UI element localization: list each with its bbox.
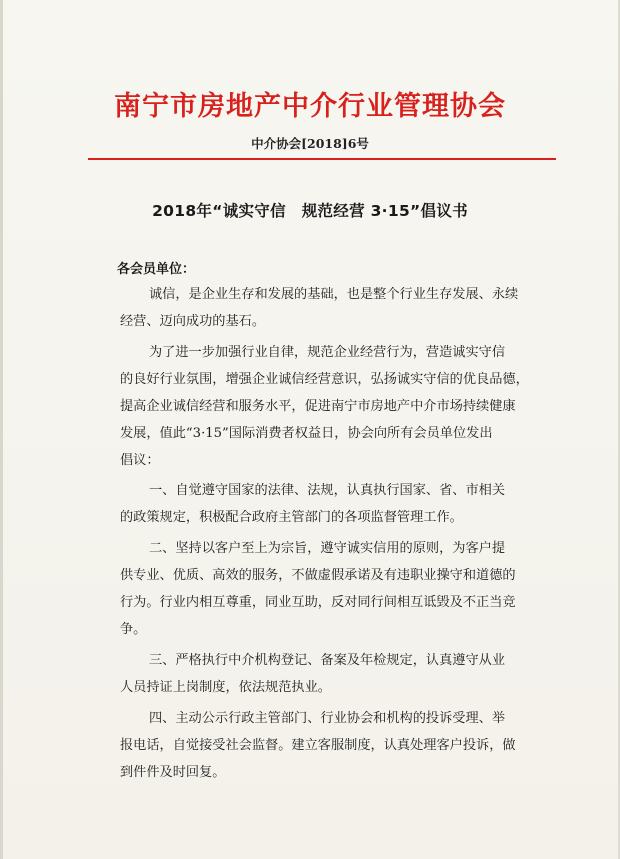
salutation: 各会员单位： xyxy=(117,262,196,277)
body-line: 二、坚持以客户至上为宗旨，遵守诚实信用的原则，为客户提 xyxy=(149,541,506,556)
body-line: 四、主动公示行政主管部门、行业协会和机构的投诉受理、举 xyxy=(149,711,506,726)
body-line: 三、严格执行中介机构登记、备案及年检规定，认真遵守从业 xyxy=(149,653,506,668)
body-line: 经营、迈向成功的基石。 xyxy=(120,314,266,329)
body-line: 提高企业诚信经营和服务水平，促进南宁市房地产中介市场持续健康 xyxy=(120,399,516,414)
body-line: 到件件及时回复。 xyxy=(120,765,226,780)
body-line: 报电话，自觉接受社会监督。建立客服制度，认真处理客户投诉，做 xyxy=(120,738,516,753)
body-line: 争。 xyxy=(120,622,147,637)
red-divider-line xyxy=(88,158,556,160)
body-line: 一、自觉遵守国家的法律、法规，认真执行国家、省、市相关 xyxy=(149,483,506,498)
body-line: 行为。行业内相互尊重，同业互助，反对同行间相互诋毁及不正当竞 xyxy=(120,595,516,610)
body-line: 的政策规定，积极配合政府主管部门的各项监督管理工作。 xyxy=(120,510,463,525)
body-line: 供专业、优质、高效的服务，不做虚假承诺及有违职业操守和道德的 xyxy=(120,568,516,583)
document-title: 2018年“诚实守信 规范经营 3·15”倡议书 xyxy=(152,202,468,220)
body-line: 诚信，是企业生存和发展的基础，也是整个行业生存发展、永续 xyxy=(149,287,519,302)
body-line: 的良好行业氛围，增强企业诚信经营意识，弘扬诚实守信的优良品德， xyxy=(120,372,529,387)
body-line: 倡议： xyxy=(120,453,160,468)
scan-edge-left xyxy=(0,0,3,859)
document-number: 中介协会[2018]6号 xyxy=(251,136,369,151)
body-line: 人员持证上岗制度，依法规范执业。 xyxy=(120,680,331,695)
body-line: 发展，值此“3·15”国际消费者权益日，协会向所有会员单位发出 xyxy=(120,426,493,441)
organization-title: 南宁市房地产中介行业管理协会 xyxy=(114,91,506,122)
body-line: 为了进一步加强行业自律，规范企业经营行为，营造诚实守信 xyxy=(149,345,506,360)
